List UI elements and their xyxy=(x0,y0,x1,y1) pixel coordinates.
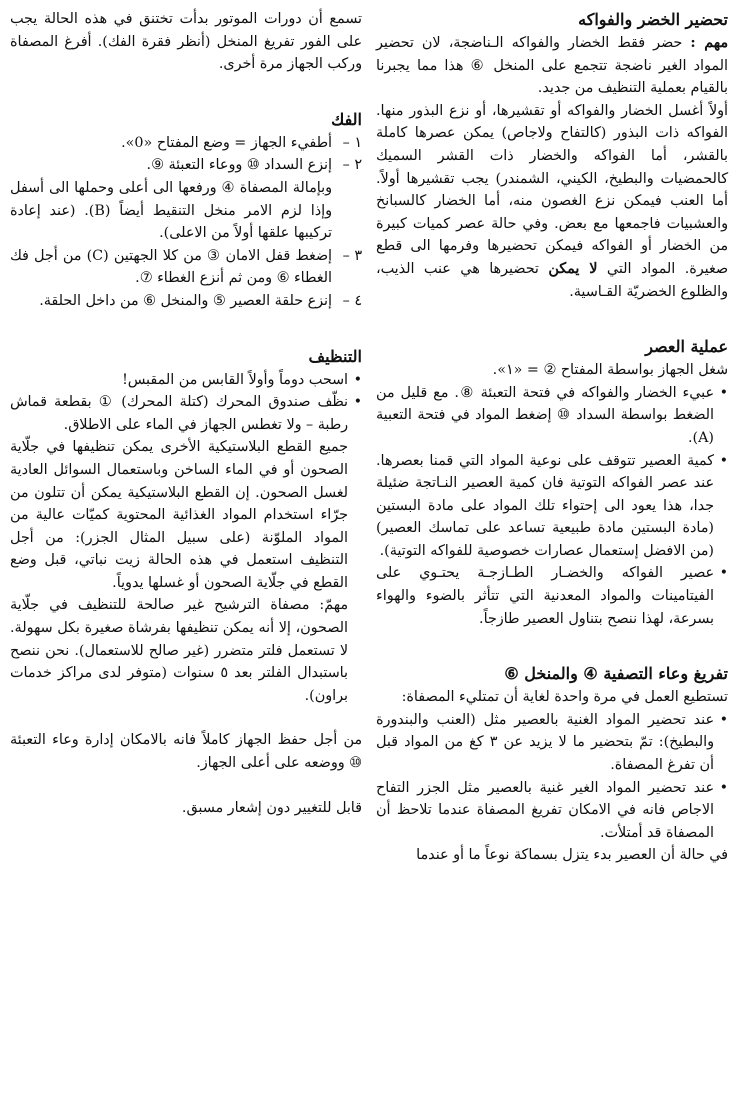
prep-note xyxy=(376,32,728,100)
juicing-heading: عملية العصر xyxy=(645,337,728,357)
continuation-paragraph: تسمع أن دورات الموتور بدأت تختنق في هذه الحالة يجب على الفور تفريغ المنخل (أنظر فقرة الفك). أفرغ المصفاة وركب الجهاز مرة أخرى. xyxy=(10,11,362,73)
list-item: • نظّف صندوق المحرك (كتلة المحرك) ① بقطعة قماش رطبة – ولا تغطس الجهاز في الماء على الاطلاق. xyxy=(10,391,362,436)
list-item: • عند تحضير المواد الغنية بالعصير مثل (العنب والبندورة والبطيخ): تمّ بتحضير ما لا يزيد عن ٣ كغ من المواد قبل أن تفرغ المصفاة. xyxy=(376,709,728,777)
juicing-intro: شغل الجهاز بواسطة المفتاح ② = «١». xyxy=(492,362,728,379)
step-text: إضغط قفل الامان ③ من كلا الجهتين (C) من أجل فك الغطاء ⑥ ومن ثم أنزع الغطاء ⑦. xyxy=(10,247,333,287)
prep-para-bold: لا يمكن xyxy=(548,260,598,277)
step-item xyxy=(10,290,362,313)
disassembly-section xyxy=(10,108,362,313)
step-item xyxy=(10,132,362,155)
prep-heading: تحضير الخضر والفواكه xyxy=(578,10,728,29)
cleaning-heading: التنظيف xyxy=(308,346,362,366)
prep-para-b: تحضيرها هي عنب الذيب، والظلوع الخضريّة القـاسية. xyxy=(376,260,728,300)
note-label: مهم : xyxy=(690,35,728,51)
step-text: إنزع حلقة العصير ⑤ والمنخل ⑥ من داخل الحلقة. xyxy=(39,292,332,309)
storage-paragraph: من أجل حفظ الجهاز كاملاً فانه بالامكان إدارة وعاء التعبئة ⑩ ووضعه على أعلى الجهاز. xyxy=(10,732,362,772)
list-item: • عبيء الخضار والفواكه في فتحة التعبئة ⑧. مع قليل من الضغط بواسطة السداد ⑩ إضغط المواد في فتحة التعبية (A). xyxy=(376,382,728,450)
list-item: • عصير الفواكه والخضـار الطـازجـة يحتـوي على الفيتامينات والمواد المعدنية التي تتأثر بالضوء والهواء بسرعة، لهذا ننصح بتناول العصير طازجاً. xyxy=(376,562,728,630)
step-item xyxy=(10,154,362,177)
cleaning-section xyxy=(10,345,362,708)
footer-note: قابل للتغيير دون إشعار مسبق. xyxy=(181,799,362,816)
prep-para-a: أولاً أغسل الخضار والفواكه أو تقشيرها، أو نزع البذور منها. الفواكه ذات البذور (كالتفاح ولاجاص) يمكن عصرها كاملة بالقشر، أما الفواكه والخضار ذات القشر السميك كالحمضيات والبطيخ، الكيني، الشمندر) يجب تقشيرها أولاً. أما العنب فيمكن نزع الغصون منه، أما الخضار كالسبانخ والعشبيات فاجمعها مع بعض. وفي حالة عصر كميات كبيرة من الخضار أو الفواكه فيمكن تحضيرها وفرمها الى قطع صغيرة. المواد التي xyxy=(376,102,728,277)
left-column xyxy=(10,8,362,819)
list-item: • كمية العصير تتوقف على نوعية المواد التي قمنا بعصرها. عند عصر الفواكه التوتية فان كمية العصير النـاتجة ضئيلة جدا، هذا يعود الى إحتواء تلك المواد على مادة البستين (مادة البستين مادة طبيعية تساعد على تماسك العصير) (من الافضل إستعمال عصارات خصوصية للفواكه التوتية). xyxy=(376,450,728,563)
disassembly-heading: الفك xyxy=(331,109,362,129)
prep-section xyxy=(376,8,728,303)
emptying-section xyxy=(376,662,728,867)
list-item: • اسحب دوماً وأولاً القابس من المقبس! xyxy=(10,369,362,392)
emptying-intro: تستطيع العمل في مرة واحدة لغاية أن تمتليء المصفاة: xyxy=(401,689,728,706)
emptying-tail: في حالة أن العصير بدء يتزل بسماكة نوعاً ما أو عندما xyxy=(416,847,728,864)
step-text: وبإمالة المصفاة ④ ورفعها الى أعلى وحملها الى أسفل وإذا لزم الامر منخل التنقيط أيضاً (B). (عند إعادة تركيبها علقها أولاً من الاعلى). xyxy=(10,179,332,242)
list-item: • عند تحضير المواد الغير غنية بالعصير مثل الجزر التفاح الاجاص فانه في الامكان تفريغ المصفاة عندما تلاحظ أن المصفاة قد أمتلأت. xyxy=(376,777,728,845)
emptying-list xyxy=(376,709,728,845)
step-number: ٣ – xyxy=(342,247,362,264)
cleaning-list xyxy=(10,369,362,437)
step-item xyxy=(10,245,362,290)
note-text: حضر فقط الخضار والفواكه الـناضجة، لان تحضير المواد الغير ناضجة تتجمع على المنخل ⑥ هذا مما يجبرنا بالقيام بعملية التنظيف من جديد. xyxy=(376,35,728,97)
emptying-heading: تفريغ وعاء التصفية ④ والمنخل ⑥ xyxy=(504,664,728,684)
step-number: ١ – xyxy=(342,134,362,151)
step-text: أطفيء الجهاز = وضع المفتاح «0». xyxy=(121,134,332,151)
step-number: ٢ – xyxy=(342,157,362,174)
prep-paragraph xyxy=(376,100,728,303)
step-item xyxy=(10,177,362,245)
disassembly-steps xyxy=(10,132,362,313)
step-text: إنزع السداد ⑩ ووعاء التعبئة ⑨. xyxy=(146,157,332,174)
cleaning-filter-paragraph: مهمّ: مصفاة الترشيح غير صالحة للتنظيف في جلّاية الصحون، إلا أنه يمكن تنظيفها بفرشاة صغيرة بكل سهولة. لا تستعمل فلتر متضرر (غير صالح للاستعمال). نحن ننصح باستبدال الفلتر بعد ٥ سنوات (متوفر لدى مراكز خدمات براون). xyxy=(10,597,348,704)
juicing-list xyxy=(376,382,728,631)
juicing-section xyxy=(376,335,728,630)
cleaning-plastic-paragraph: جميع القطع البلاستيكية الأخرى يمكن تنظيفها في جلّاية الصحون أو في الماء الساخن وباستعمال السوائل العادية لغسل الصحون. إن القطع البلاستيكية يمكن أن تتلون من جرّاء استخدام المواد الغذائية المحتوية كميّات عالية من المواد الملوّنة (على سبيل المثال الجزر): من أجل التنظيف استعمل في هذه الحالة زيت نباتي، قبل وضع القطع في جلّاية الصحون أو غسلها يدوياً. xyxy=(10,439,348,591)
right-column xyxy=(376,8,728,867)
step-number: ٤ – xyxy=(342,292,362,309)
